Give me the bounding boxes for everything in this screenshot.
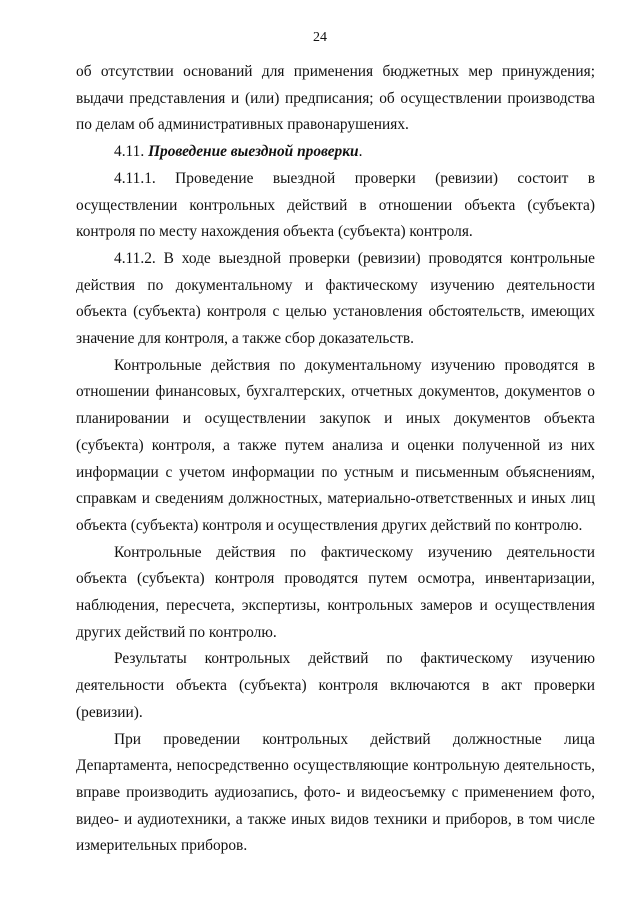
page-number: 24 xyxy=(313,30,327,45)
paragraph-recording-rights: При проведении контрольных действий должностные лица Департамента, непосредственно осуществляющие контрольную деятельность, вправе производить аудиозапись, фото- и видеосъемку с применением фото, видео- и аудиотехники, а также иных видов техники и приборов, в том числе измерительных приборов. xyxy=(76,730,595,855)
section-title-period: . xyxy=(358,143,363,161)
section-title: Проведение выездной проверки xyxy=(148,143,359,161)
paragraph-4-11-2: 4.11.2. В ходе выездной проверки (ревизии) проводятся контрольные действия по документальному и фактическому изучению деятельности объекта (субъекта) контроля с целью установления обстоятельств, имеющих значение для контроля, а также сбор доказательств. xyxy=(76,249,595,348)
document-body xyxy=(76,59,595,860)
paragraph-continuation: об отсутствии оснований для применения бюджетных мер принуждения; выдачи представления и (или) предписания; об осуществлении производства по делам об административных правонарушениях. xyxy=(76,63,595,134)
paragraph-results: Результаты контрольных действий по фактическому изучению деятельности объекта (субъекта) контроля включаются в акт проверки (ревизии). xyxy=(76,650,595,721)
paragraph-factual-actions: Контрольные действия по фактическому изучению деятельности объекта (субъекта) контроля проводятся путем осмотра, инвентаризации, наблюдения, пересчета, экспертизы, контрольных замеров и осуществления других действий по контролю. xyxy=(76,543,595,641)
section-heading-4-11 xyxy=(76,139,595,166)
paragraph-documentary-actions: Контрольные действия по документальному изучению проводятся в отношении финансовых, бухгалтерских, отчетных документов, документов о планировании и осуществлении закупок и иных документов объекта (субъекта) контроля, а также путем анализа и оценки полученной из них информации с учетом информации по устным и письменным объяснениям, справкам и сведениям должностных, материально-ответственных и иных лиц объекта (субъекта) контроля и осуществления других действий по контролю. xyxy=(76,356,595,534)
section-number: 4.11. xyxy=(114,143,149,161)
paragraph-4-11-1: 4.11.1. Проведение выездной проверки (ревизии) состоит в осуществлении контрольных действий в отношении объекта (субъекта) контроля по месту нахождения объекта (субъекта) контроля. xyxy=(76,169,595,241)
